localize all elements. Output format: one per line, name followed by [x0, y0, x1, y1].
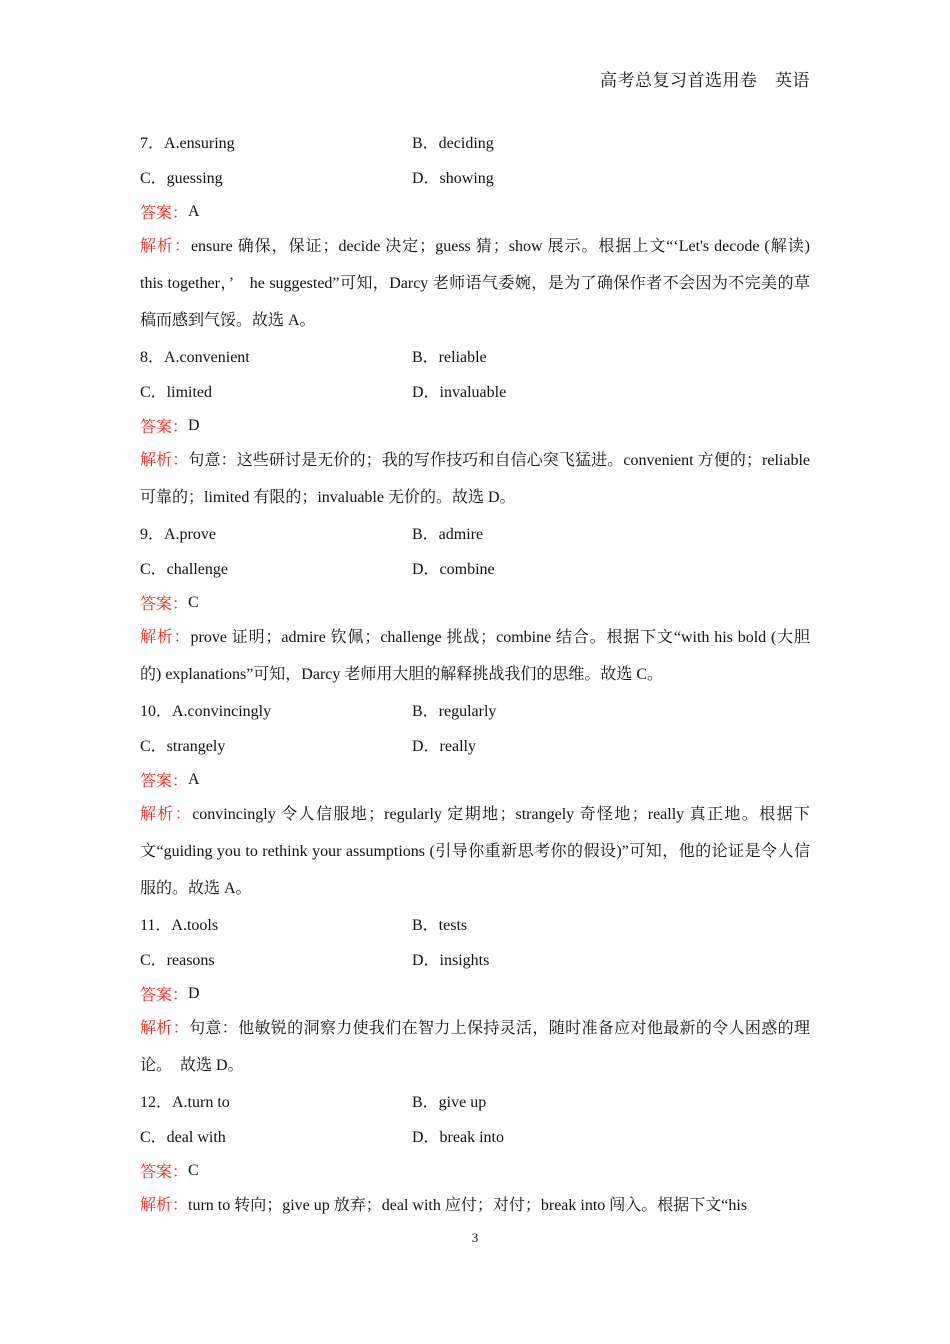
option-b: B．reliable — [412, 349, 487, 366]
option-row — [140, 515, 810, 550]
option-b: B．deciding — [412, 135, 494, 152]
option-d: D．break into — [412, 1129, 504, 1146]
option-row — [140, 1083, 810, 1118]
option-b: B．regularly — [412, 703, 497, 720]
option-row — [140, 1118, 810, 1153]
answer-label: 答案： — [140, 419, 189, 436]
explanation — [140, 442, 810, 516]
option-c: C．deal with — [140, 1129, 226, 1146]
option-b: B．admire — [412, 526, 484, 543]
answer-line — [140, 762, 810, 797]
answer-value: C — [188, 1161, 199, 1179]
explanation — [140, 1010, 810, 1084]
question-block — [140, 338, 810, 516]
explanation-text: turn to 转向；give up 放弃；deal with 应付；对付；break into 闯入。根据下文“his — [188, 1197, 748, 1214]
option-row — [140, 727, 810, 762]
explanation — [140, 796, 810, 907]
option-a: 12．A.turn to — [140, 1094, 230, 1111]
option-a: 8．A.convenient — [140, 349, 250, 366]
answer-label: 答案： — [140, 773, 189, 790]
explanation-label: 解析： — [140, 452, 189, 469]
question-block — [140, 515, 810, 693]
question-block — [140, 124, 810, 339]
option-d: D．showing — [412, 170, 494, 187]
option-a: 7．A.ensuring — [140, 135, 235, 152]
page-number: 3 — [471, 1230, 479, 1245]
explanation-text: 句意：这些研讨是无价的；我的写作技巧和自信心突飞猛进。convenient 方便的；reliable 可靠的；limited 有限的；invaluable 无价的。故选 D。 — [140, 452, 810, 506]
answer-value: D — [188, 416, 200, 434]
answer-value: D — [188, 984, 200, 1002]
answer-line — [140, 408, 810, 443]
answer-line — [140, 976, 810, 1011]
answer-line — [140, 194, 810, 229]
question-block — [140, 692, 810, 907]
option-row — [140, 906, 810, 941]
explanation-text: prove 证明；admire 钦佩；challenge 挑战；combine 结合。根据下文“with his bold (大胆的) explanations”可知，Darcy 老师用大胆的解释挑战我们的思维。故选 C。 — [140, 629, 810, 683]
explanation-text: convincingly 令人信服地；regularly 定期地；strangely 奇怪地；really 真正地。根据下文“guiding you to rethink your assumptions (引导你重新思考你的假设)”可知，他的论证是令人信服的。故选 A。 — [140, 806, 810, 897]
answer-label: 答案： — [140, 596, 189, 613]
answer-value: A — [188, 202, 200, 220]
option-d: D．combine — [412, 561, 495, 578]
answer-label: 答案： — [140, 1164, 189, 1181]
answer-value: A — [188, 770, 200, 788]
question-block — [140, 1083, 810, 1224]
option-row — [140, 338, 810, 373]
option-d: D．invaluable — [412, 384, 507, 401]
option-row — [140, 159, 810, 194]
explanation-text: ensure 确保，保证；decide 决定；guess 猜；show 展示。根据上文“‘Let's decode (解读) this together，’ he suggested”可知，Darcy 老师语气委婉，是为了确保作者不会因为不完美的草稿而感到气馁。故选 A。 — [140, 238, 810, 329]
answer-label: 答案： — [140, 205, 189, 222]
option-row — [140, 124, 810, 159]
document-header: 高考总复习首选用卷 英语 — [600, 71, 810, 90]
explanation-text: 句意：他敏锐的洞察力使我们在智力上保持灵活，随时准备应对他最新的令人困惑的理论。 故选 D。 — [140, 1020, 810, 1074]
option-c: C．reasons — [140, 952, 215, 969]
option-d: D．really — [412, 738, 476, 755]
option-row — [140, 373, 810, 408]
option-b: B．tests — [412, 917, 468, 934]
explanation — [140, 228, 810, 339]
question-list — [140, 124, 810, 1223]
answer-line — [140, 1153, 810, 1188]
option-b: B．give up — [412, 1094, 487, 1111]
option-d: D．insights — [412, 952, 490, 969]
answer-value: C — [188, 593, 199, 611]
option-row — [140, 941, 810, 976]
option-row — [140, 692, 810, 727]
option-row — [140, 550, 810, 585]
explanation — [140, 1187, 810, 1224]
option-c: C．limited — [140, 384, 213, 401]
explanation-label: 解析： — [140, 238, 191, 255]
option-a: 11．A.tools — [140, 917, 219, 934]
explanation-label: 解析： — [140, 806, 193, 823]
explanation — [140, 619, 810, 693]
option-c: C．guessing — [140, 170, 223, 187]
answer-line — [140, 585, 810, 620]
option-c: C．strangely — [140, 738, 226, 755]
option-c: C．challenge — [140, 561, 228, 578]
explanation-label: 解析： — [140, 1020, 190, 1037]
question-block — [140, 906, 810, 1084]
explanation-label: 解析： — [140, 1197, 189, 1214]
answer-label: 答案： — [140, 987, 189, 1004]
option-a: 9．A.prove — [140, 526, 216, 543]
explanation-label: 解析： — [140, 629, 191, 646]
option-a: 10．A.convincingly — [140, 703, 272, 720]
